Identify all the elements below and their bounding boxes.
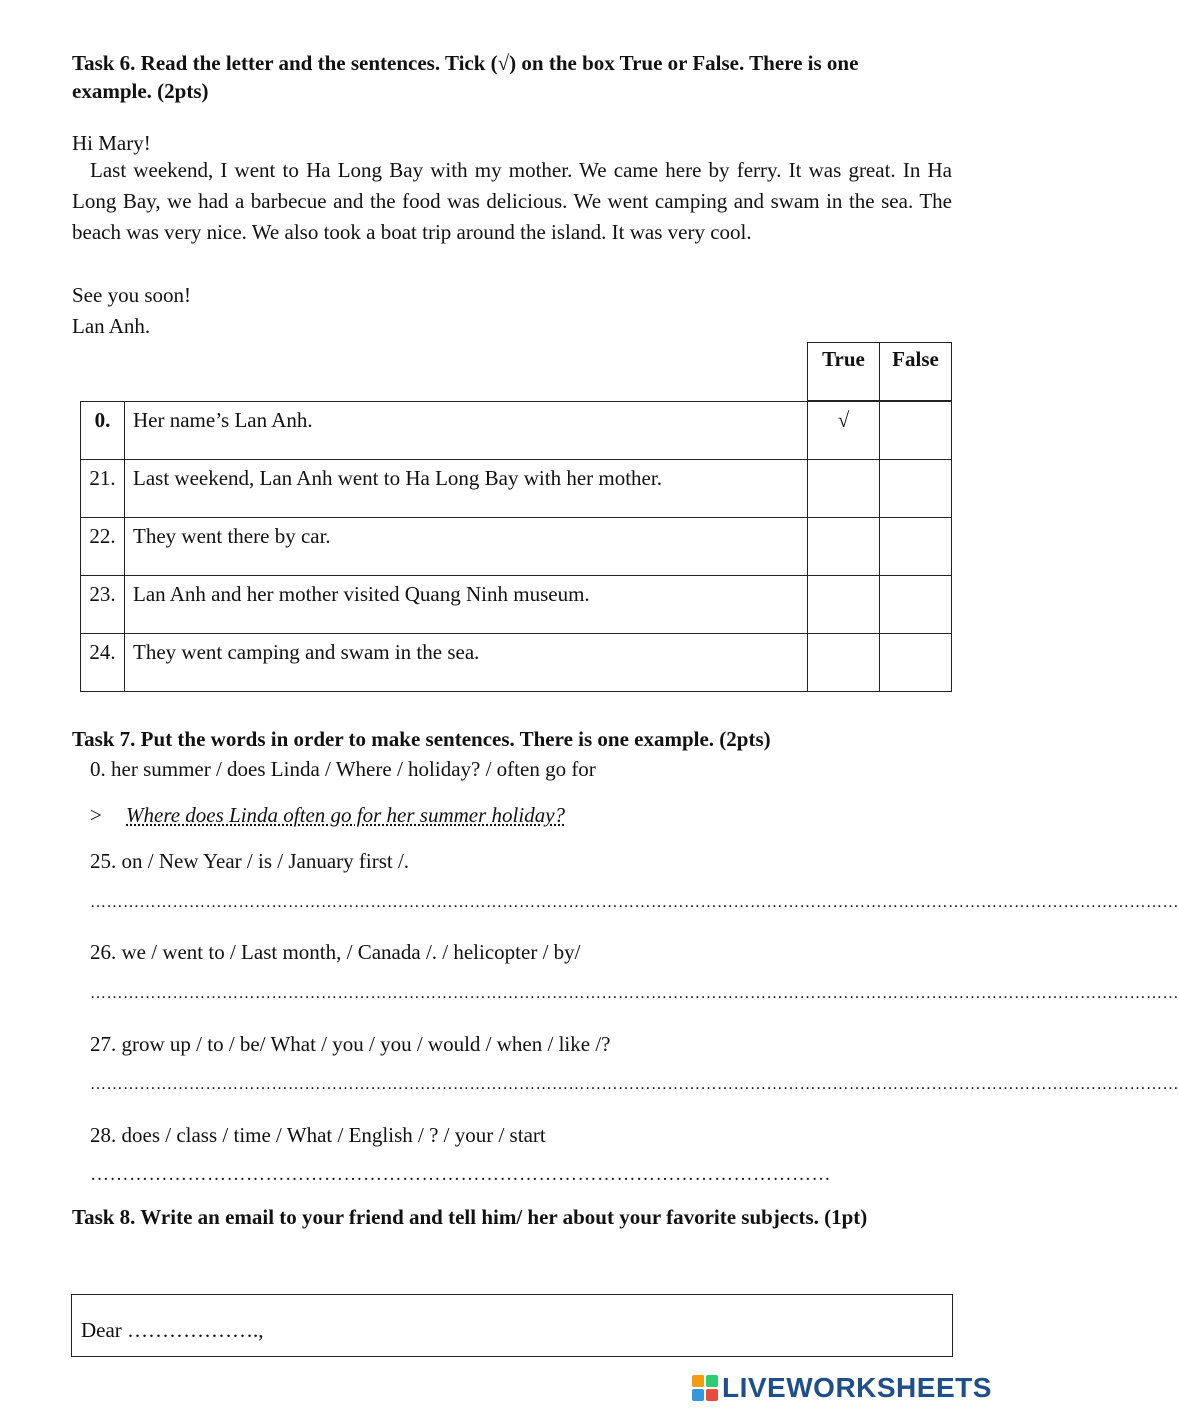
task7-example-answer: Where does Linda often go for her summer holiday?: [126, 803, 566, 827]
row-number: 23.: [81, 576, 125, 634]
row-number: 24.: [81, 634, 125, 692]
answer-line-27[interactable]: ………………………………………………………………………………………………………………………………………………………………………………: [90, 1076, 1179, 1093]
row-number: 21.: [81, 460, 125, 518]
task7-item-25-prompt: 25. on / New Year / is / January first /.: [90, 849, 410, 873]
letter-signature: Lan Anh.: [72, 314, 151, 338]
table-row: [81, 518, 952, 576]
task7-heading: Task 7. Put the words in order to make sentences. There is one example. (2pts): [72, 727, 771, 751]
true-checkbox[interactable]: [808, 576, 880, 634]
answer-line-25[interactable]: ………………………………………………………………………………………………………………………………………………………………………………: [90, 894, 1179, 911]
letter-closing: See you soon!: [72, 283, 191, 307]
column-header-true: True: [807, 342, 880, 401]
task8-heading: Task 8. Write an email to your friend and tell him/ her about your favorite subjects. (1pt): [72, 1205, 868, 1229]
task6-heading: Task 6. Read the letter and the sentences. Tick (√) on the box True or False. There is one example. (2pts): [72, 51, 859, 103]
email-writing-box[interactable]: [71, 1294, 953, 1357]
liveworksheets-logo: [692, 1372, 992, 1404]
true-checkbox[interactable]: [808, 518, 880, 576]
row-statement: They went there by car.: [125, 518, 808, 576]
false-checkbox[interactable]: [880, 518, 952, 576]
email-salutation: Dear ……………….,: [81, 1318, 264, 1342]
true-false-table: [80, 401, 952, 692]
letter-greeting: Hi Mary!: [72, 131, 151, 155]
true-checkbox[interactable]: [808, 634, 880, 692]
row-statement: Last weekend, Lan Anh went to Ha Long Bay with her mother.: [125, 460, 808, 518]
true-checkbox[interactable]: √: [808, 402, 880, 460]
example-arrow: >: [90, 803, 102, 827]
table-row: [81, 576, 952, 634]
false-checkbox[interactable]: [880, 402, 952, 460]
column-header-false: False: [879, 342, 952, 401]
answer-line-26[interactable]: ………………………………………………………………………………………………………………………………………………………………………………: [90, 985, 1179, 1002]
true-checkbox[interactable]: [808, 460, 880, 518]
false-checkbox[interactable]: [880, 634, 952, 692]
row-number: 0.: [81, 402, 125, 460]
table-row: [81, 460, 952, 518]
row-statement: Her name’s Lan Anh.: [125, 402, 808, 460]
logo-text: LIVEWORKSHEETS: [722, 1372, 992, 1403]
row-statement: Lan Anh and her mother visited Quang Ninh museum.: [125, 576, 808, 634]
liveworksheets-logo-icon: [692, 1375, 718, 1401]
false-checkbox[interactable]: [880, 460, 952, 518]
task7-item-27-prompt: 27. grow up / to / be/ What / you / you / would / when / like /?: [90, 1032, 611, 1056]
task7-item-26-prompt: 26. we / went to / Last month, / Canada /. / helicopter / by/: [90, 940, 581, 964]
table-row: [81, 634, 952, 692]
row-statement: They went camping and swam in the sea.: [125, 634, 808, 692]
task7-example-prompt: 0. her summer / does Linda / Where / holiday? / often go for: [90, 757, 596, 781]
table-row: [81, 402, 952, 460]
row-number: 22.: [81, 518, 125, 576]
task7-item-28-prompt: 28. does / class / time / What / English / ? / your / start: [90, 1123, 546, 1147]
letter-body: Last weekend, I went to Ha Long Bay with my mother. We came here by ferry. It was great. In Ha Long Bay, we had a barbecue and the food was delicious. We went camping and swam in the sea. The beach was very nice. We also took a boat trip around the island. It was very cool.: [72, 158, 952, 244]
false-checkbox[interactable]: [880, 576, 952, 634]
answer-line-28[interactable]: ……………………………………………………………………………………………………: [90, 1164, 831, 1185]
